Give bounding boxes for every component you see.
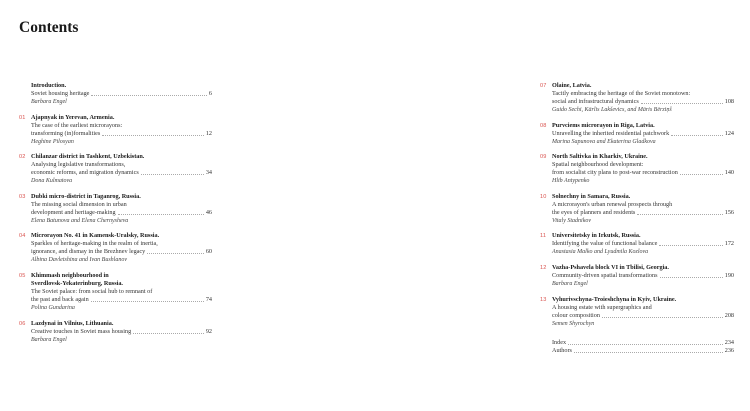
toc-entry[interactable] [540,122,734,146]
contents-column-left [19,82,212,351]
back-matter-label: Index [552,338,567,346]
chapter-number: 05 [19,272,26,279]
page-number[interactable]: 108 [724,98,734,105]
dot-leader [574,352,723,353]
dot-leader [680,174,723,175]
chapter-number: 01 [19,114,26,121]
page-number[interactable]: 140 [724,169,734,177]
chapter-title: Vazha-Pshavela block VI in Tbilisi, Georgia. [552,263,669,271]
contents-column-right [540,82,734,355]
toc-entry[interactable] [540,82,734,114]
chapter-author: Hlib Antypenko [552,178,590,185]
chapter-subtitle-line [31,328,212,336]
back-matter-item[interactable] [540,347,734,355]
chapter-subtitle: The missing social dimension in urban [31,200,127,208]
chapter-title: Khimmash neighbourhood in [31,271,109,279]
chapter-subtitle-line [552,130,734,138]
chapter-number: 03 [19,193,26,200]
chapter-subtitle: Identifying the value of functional balance [552,240,658,248]
dot-leader [147,253,204,254]
back-matter-label: Authors [552,346,572,354]
toc-entry[interactable] [540,153,734,185]
page-number[interactable]: 156 [724,208,734,216]
chapter-author: Polina Gundarina [31,304,75,311]
page-number[interactable]: 34 [205,169,212,177]
page-number[interactable]: 92 [205,327,212,335]
chapter-subtitle: Creative touches in Soviet mass housing [31,327,132,335]
chapter-author: Guido Sechi, Kārlis Lakševics, and Māris Bērziņš [552,107,672,113]
chapter-subtitle: transforming (in)formalities [31,129,101,137]
chapter-number: 04 [19,233,26,240]
chapter-subtitle: Soviet housing heritage [31,90,90,97]
dot-leader [91,301,204,302]
toc-entry[interactable] [19,114,212,146]
chapter-subtitle: Community-driven spatial transformations [552,271,658,279]
chapter-number: 09 [540,154,547,161]
page-number[interactable]: 46 [205,208,212,216]
dot-leader [91,95,206,96]
chapter-subtitle: Analysing legislative transformations, [31,161,126,169]
chapter-author: Elena Batunova and Elena Chernysheva [31,217,129,224]
chapter-title: Introduction. [31,82,67,89]
chapter-number: 06 [19,320,26,327]
chapter-number: 11 [540,233,547,240]
chapter-subtitle-line [552,98,734,106]
chapter-subtitle: economic reforms, and migration dynamics [31,169,139,177]
chapter-subtitle: Tacitly embracing the heritage of the Soviet monotown: [552,90,691,97]
chapter-subtitle: ignorance, and dismay in the Brezhnev legacy [31,248,146,256]
chapter-author: Marina Sapunova and Ekaterina Gladkova [552,138,656,145]
dot-leader [671,135,723,136]
chapter-title: Universitetsky in Irkutsk, Russia. [552,232,641,240]
dot-leader [141,174,204,175]
chapter-subtitle-line [552,312,734,320]
chapter-subtitle-line [552,272,734,280]
back-matter-item[interactable] [540,339,734,347]
chapter-subtitle-line [31,296,212,304]
dot-leader [641,103,723,104]
toc-entry[interactable] [540,232,734,256]
chapter-author: Barbara Engel [552,280,588,287]
chapter-title: Ajapnyak in Yerevan, Armenia. [31,113,115,121]
page-number[interactable]: 234 [724,338,734,346]
chapter-title: Chilanzar district in Tashkent, Uzbekistan. [31,153,145,161]
chapter-title: Dubki micro-district in Taganrog, Russia. [31,192,141,200]
page-number[interactable]: 74 [205,295,212,303]
chapter-number: 10 [540,193,547,200]
contents-heading: Contents [19,19,79,36]
back-matter [540,339,734,355]
chapter-subtitle: Spatial neighbourhood development: [552,161,644,169]
chapter-author: Dona Kulmatova [31,178,73,185]
chapter-subtitle: from socialist city plans to post-war reconstruction [552,169,678,177]
page-number[interactable]: 190 [724,271,734,279]
chapter-subtitle-line [552,169,734,177]
chapter-number: 08 [540,122,547,129]
chapter-subtitle: the eyes of planners and residents [552,208,636,216]
dot-leader [568,344,723,345]
toc-entry[interactable] [19,232,212,264]
chapter-title: Olaine, Latvia. [552,82,592,89]
page-number[interactable]: 124 [724,129,734,137]
toc-entry[interactable] [19,82,212,106]
chapter-number: 12 [540,264,547,271]
page-number[interactable]: 172 [724,240,734,248]
chapter-subtitle: Unravelling the inherited residential patchwork [552,129,670,137]
chapter-subtitle: Sparkles of heritage-making in the realm of inertia, [31,240,158,248]
chapter-author: Semen Shyrochyn [552,320,595,327]
dot-leader [637,214,722,215]
chapter-subtitle-line [31,169,212,177]
chapter-title: Purvciems microrayon in Riga, Latvia. [552,121,655,129]
chapter-author: Barbara Engel [31,99,67,105]
chapter-number: 02 [19,154,26,161]
toc-entry[interactable] [540,193,734,225]
dot-leader [659,245,722,246]
dot-leader [118,214,204,215]
chapter-author: Vitaly Stadnikov [552,217,592,224]
chapter-subtitle-line [31,248,212,256]
chapter-title: Solnechny in Samara, Russia. [552,192,631,200]
chapter-subtitle: social and infrastructural dynamics [552,98,639,105]
chapter-subtitle-line [552,209,734,217]
chapter-author: Anastasia Malko and Lyudmila Kozlova [552,249,649,256]
chapter-number: 07 [540,83,547,89]
chapter-title: North Saltivka in Kharkiv, Ukraine. [552,153,648,161]
toc-entry[interactable] [19,193,212,225]
toc-entry[interactable] [19,153,212,185]
toc-entry[interactable] [19,272,212,312]
dot-leader [133,333,204,334]
toc-entry[interactable] [540,264,734,288]
page-number[interactable]: 60 [205,248,212,256]
chapter-subtitle: The Soviet palace: from social hub to remnant of [31,287,153,295]
chapter-title: Microrayon No. 41 in Kamensk-Uralsky, Russia. [31,232,160,240]
chapter-subtitle-line [552,240,734,248]
chapter-subtitle-line [31,209,212,217]
chapter-author: Barbara Engel [31,336,67,343]
chapter-subtitle: colour composition [552,311,600,319]
chapter-title: Lazdynai in Vilnius, Lithuania. [31,319,114,327]
toc-entry[interactable] [540,296,734,328]
page-number[interactable]: 6 [208,90,212,97]
page-number[interactable]: 236 [724,346,734,354]
chapter-author: Heghine Pilosyan [31,138,74,145]
toc-entry[interactable] [19,320,212,344]
page-number[interactable]: 208 [724,311,734,319]
chapter-subtitle: development and heritage-making [31,208,116,216]
chapter-subtitle-line [31,90,212,98]
dot-leader [102,135,204,136]
chapter-subtitle: the past and back again [31,295,89,303]
chapter-subtitle: The case of the earliest microrayons: [31,121,123,129]
page-number[interactable]: 12 [205,129,212,137]
dot-leader [660,277,723,278]
chapter-subtitle-line [31,130,212,138]
chapter-subtitle: A housing estate with supergraphics and [552,303,652,311]
chapter-title: Vyhurivschyna-Troieshchyna in Kyiv, Ukraine. [552,295,677,303]
chapter-number: 13 [540,296,547,303]
dot-leader [602,317,723,318]
chapter-author: Albina Davletshina and Ivan Bushlanov [31,257,127,264]
chapter-subtitle: A microrayon's urban renewal prospects through [552,200,673,208]
chapter-title: Sverdlovsk-Yekaterinburg, Russia. [31,279,123,287]
